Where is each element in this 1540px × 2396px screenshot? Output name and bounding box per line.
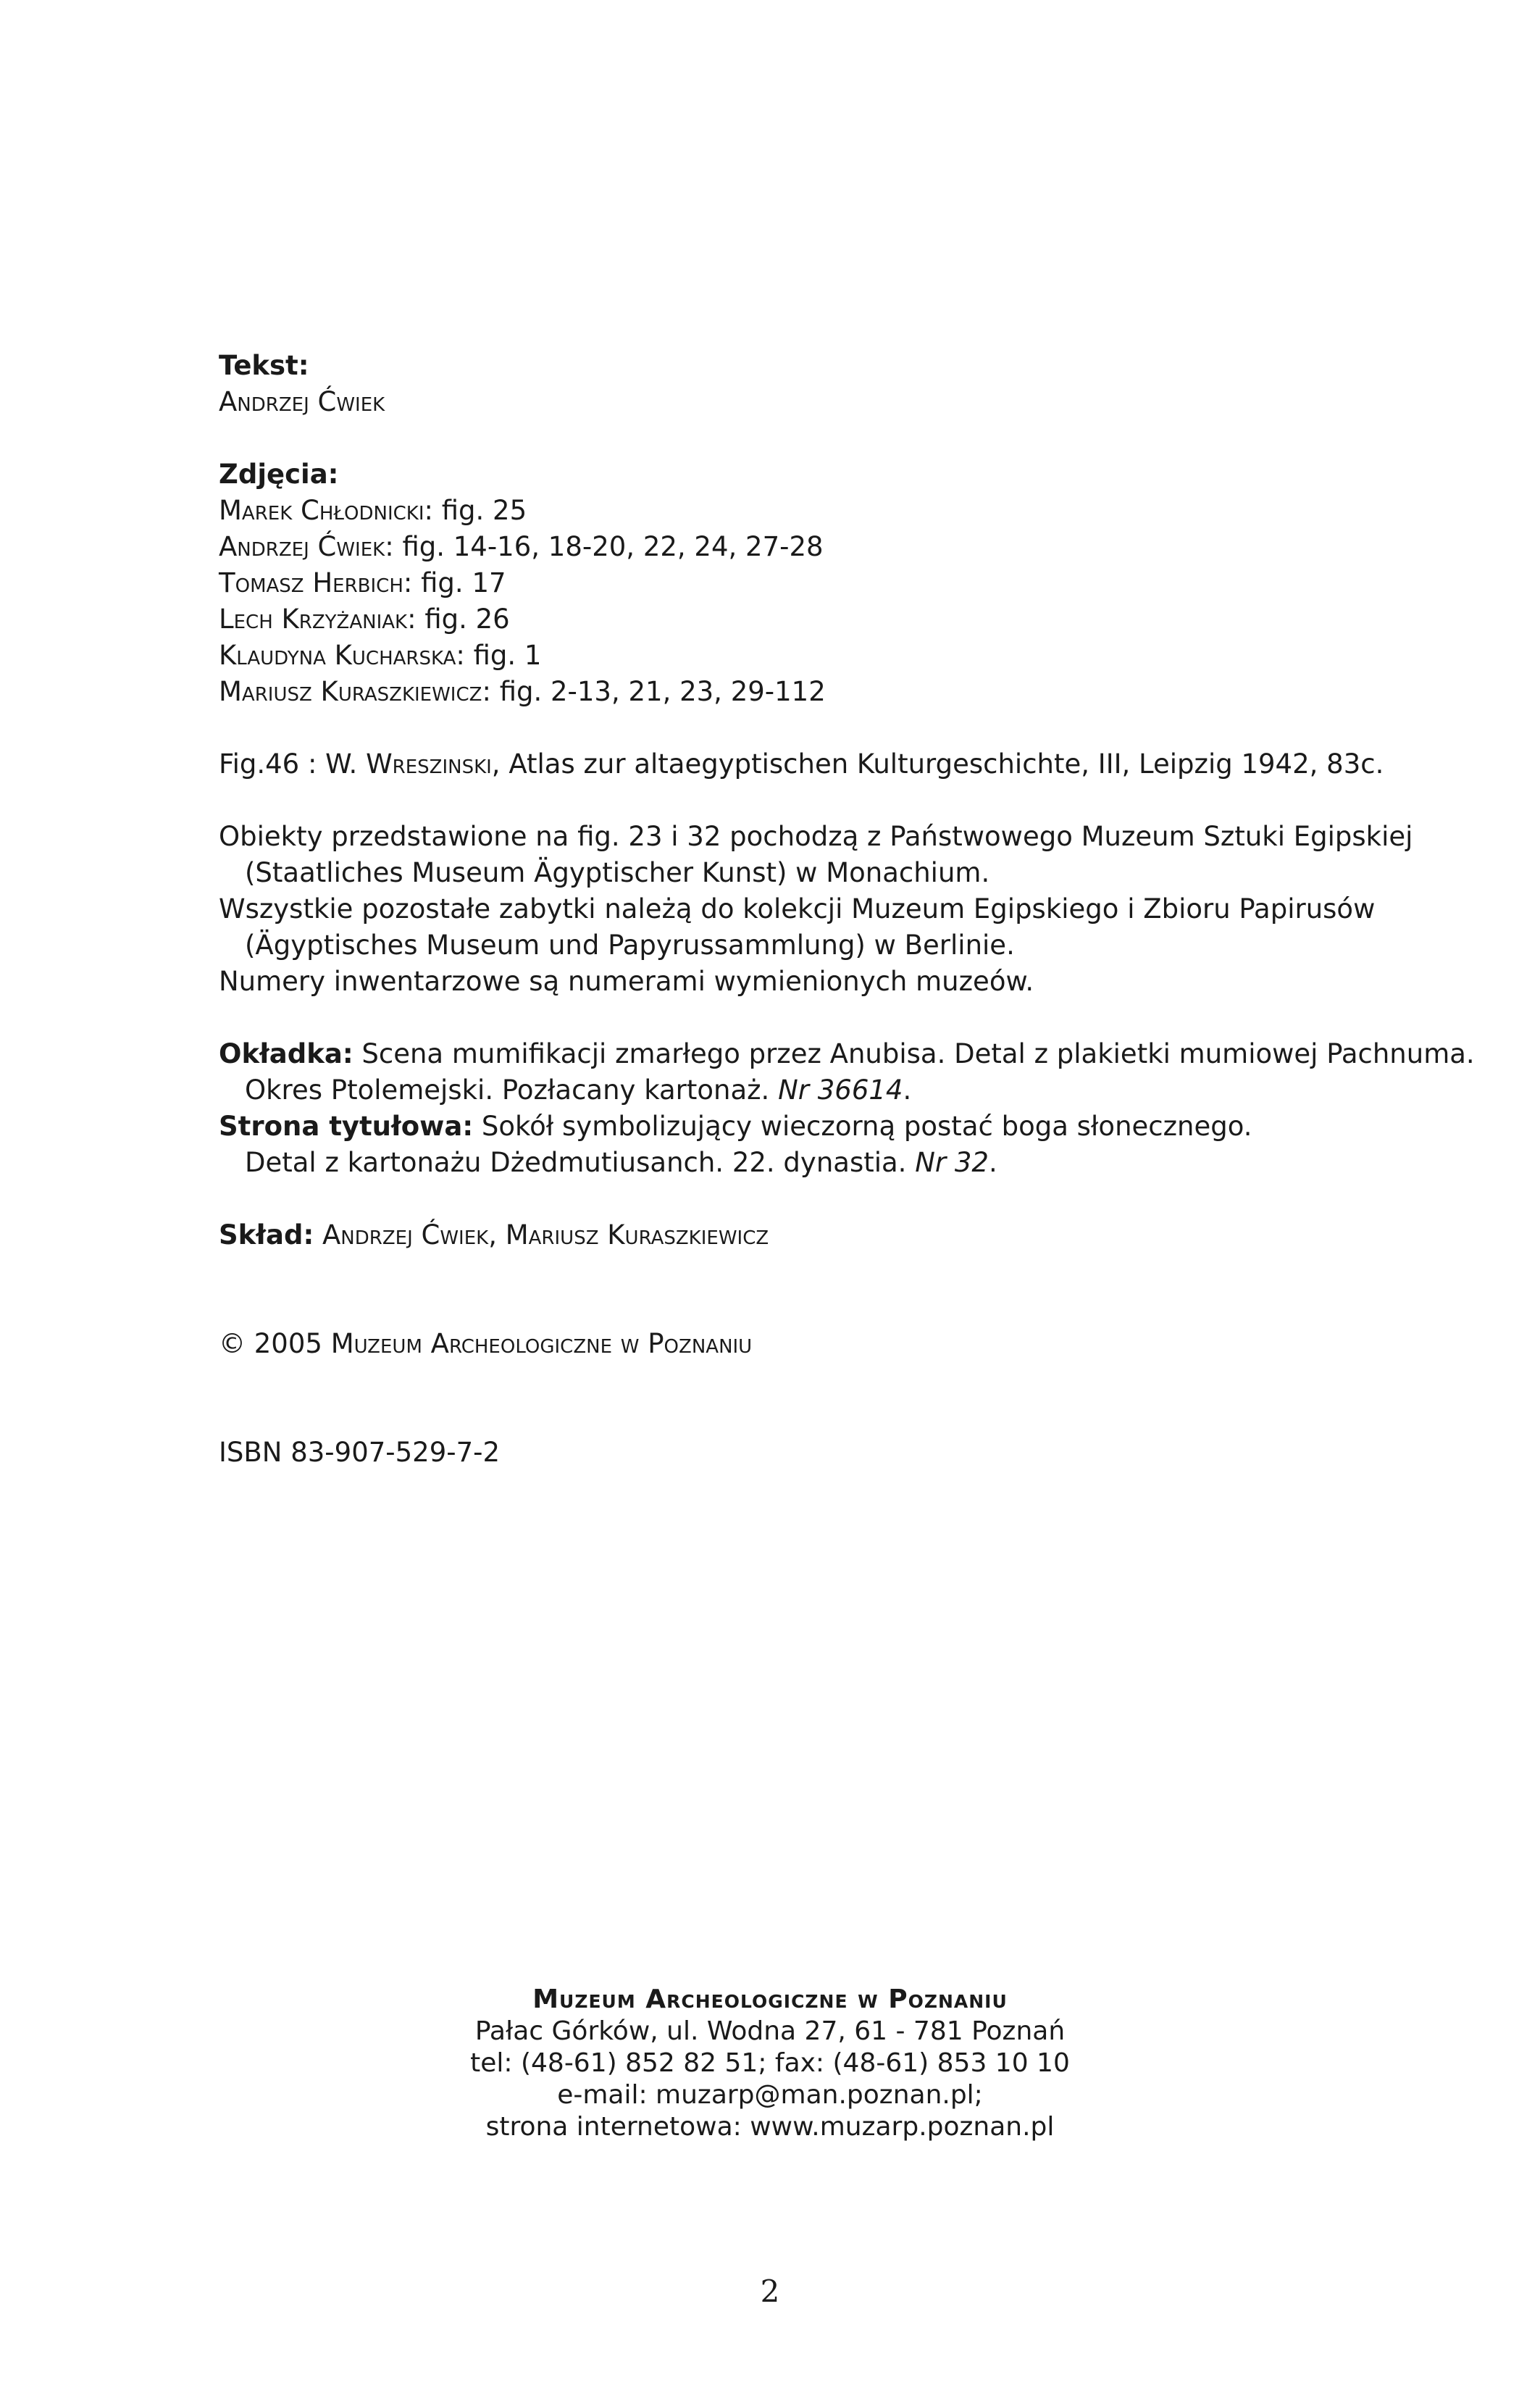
photographer-name: Andrzej Ćwiek	[219, 531, 385, 562]
credit-figs: fig. 2-13, 21, 23, 29-112	[499, 676, 826, 707]
okladka-line-1	[219, 1036, 1475, 1072]
okladka-nr: Nr 36614	[778, 1074, 903, 1106]
tekst-author: Andrzej Ćwiek	[219, 386, 385, 417]
photo-credit	[219, 565, 1450, 601]
strona-label: Strona tytułowa:	[219, 1111, 474, 1142]
photographer-name: Mariusz Kuraszkiewicz	[219, 676, 482, 707]
photographer-name: Tomasz Herbich	[219, 567, 403, 598]
credit-separator: :	[424, 495, 442, 526]
colophon	[219, 348, 1475, 1471]
credit-figs: fig. 14-16, 18-20, 22, 24, 27-28	[402, 531, 824, 562]
credit-figs: fig. 1	[473, 640, 542, 671]
tekst-heading: Tekst:	[219, 350, 309, 381]
okladka-end: .	[903, 1074, 912, 1106]
fig46-prefix: Fig.46 : W.	[219, 748, 367, 780]
page-number: 2	[760, 2274, 780, 2309]
copyright-prefix: © 2005	[219, 1328, 331, 1359]
okladka-line-2	[219, 1072, 1450, 1109]
obiekty-line-5: Numery inwentarzowe są numerami wymienionych muzeów.	[219, 966, 1034, 997]
photographer-name: Marek Chłodnicki	[219, 495, 424, 526]
photo-credit	[219, 601, 1450, 638]
credit-figs: fig. 17	[421, 567, 506, 598]
credit-figs: fig. 26	[424, 604, 510, 635]
credit-separator: :	[482, 676, 500, 707]
strona-line-1	[219, 1109, 1450, 1145]
strona-text-2: Detal z kartonażu Dżedmutiusanch. 22. dynastia.	[245, 1147, 916, 1178]
fig46-rest: , Atlas zur altaegyptischen Kulturgeschichte, III, Leipzig 1942, 83c.	[491, 748, 1384, 780]
obiekty-line-2: (Staatliches Museum Ägyptischer Kunst) w Monachium.	[245, 857, 990, 888]
publisher-phone: tel: (48-61) 852 82 51; fax: (48-61) 853 10 10	[470, 2048, 1070, 2078]
credit-figs: fig. 25	[441, 495, 527, 526]
obiekty-line-3: Wszystkie pozostałe zabytki należą do kolekcji Muzeum Egipskiego i Zbioru Papirusów	[219, 893, 1376, 924]
photo-credit	[219, 674, 1450, 710]
publisher-address: Pałac Górków, ul. Wodna 27, 61 - 781 Poznań	[474, 2016, 1066, 2046]
fig46-reference	[219, 746, 1450, 782]
zdjecia-heading: Zdjęcia:	[219, 459, 339, 490]
photo-credit	[219, 529, 1450, 565]
publisher-email: e-mail: muzarp@man.poznan.pl;	[557, 2080, 983, 2110]
isbn: ISBN 83-907-529-7-2	[219, 1437, 501, 1468]
credit-separator: :	[407, 604, 425, 635]
copyright	[219, 1326, 1450, 1362]
okladka-text: Scena mumifikacji zmarłego przez Anubisa. Detal z plakietki mumiowej Pachnuma.	[353, 1038, 1475, 1069]
publisher-name: Muzeum Archeologiczne w Poznaniu	[532, 1984, 1008, 2014]
photographer-name: Klaudyna Kucharska	[219, 640, 456, 671]
photo-credit	[219, 493, 1450, 529]
copyright-org: Muzeum Archeologiczne w Poznaniu	[330, 1328, 753, 1359]
okladka-label: Okładka:	[219, 1038, 353, 1069]
sklad-names: Andrzej Ćwiek, Mariusz Kuraszkiewicz	[314, 1219, 769, 1251]
publisher-footer	[0, 1984, 1540, 2143]
photo-credit	[219, 638, 1450, 674]
okladka-text-2: Okres Ptolemejski. Pozłacany kartonaż.	[245, 1074, 779, 1106]
strona-nr: Nr 32	[915, 1147, 989, 1178]
obiekty-line-1: Obiekty przedstawione na fig. 23 i 32 pochodzą z Państwowego Muzeum Sztuki Egipskiej	[219, 821, 1413, 852]
credit-separator: :	[456, 640, 474, 671]
strona-text: Sokół symbolizujący wieczorną postać boga słonecznego.	[473, 1111, 1252, 1142]
credit-separator: :	[385, 531, 403, 562]
obiekty-line-4: (Ägyptisches Museum und Papyrussammlung) w Berlinie.	[245, 930, 1015, 961]
photographer-name: Lech Krzyżaniak	[219, 604, 408, 635]
credit-separator: :	[403, 567, 422, 598]
sklad-label: Skład:	[219, 1219, 314, 1251]
publisher-web: strona internetowa: www.muzarp.poznan.pl	[485, 2112, 1055, 2142]
strona-line-2	[219, 1145, 1450, 1181]
sklad	[219, 1217, 1450, 1253]
strona-end: .	[988, 1147, 997, 1178]
fig46-author: Wreszinski	[366, 748, 492, 780]
